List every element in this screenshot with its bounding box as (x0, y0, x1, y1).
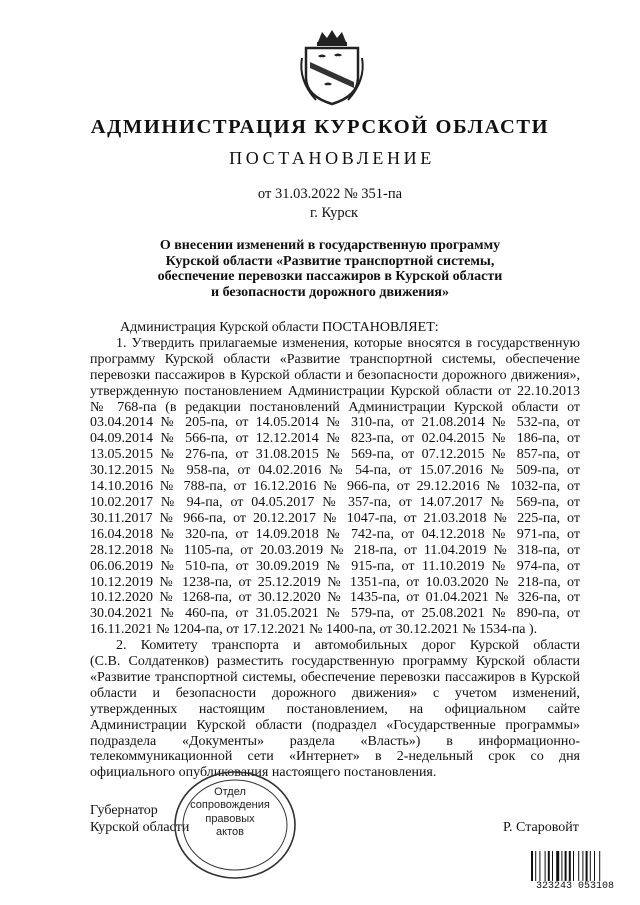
barcode-bar (545, 851, 546, 881)
barcode-icon (531, 851, 619, 881)
barcode-bar (556, 851, 559, 881)
title-line: обеспечение перевозки пассажиров в Курской области (157, 269, 503, 285)
paragraph1-line: 14.10.2016 № 788-па, от 16.12.2016 № 966-па, от 29.12.2016 № 1032-па, от (90, 479, 580, 495)
paragraph1-line: 03.04.2014 № 205-па, от 14.05.2014 № 310-па, от 21.08.2014 № 532-па, от (90, 415, 580, 431)
paragraph1-line: 13.05.2015 № 276-па, от 31.08.2015 № 569-па, от 07.12.2015 № 857-па, от (90, 447, 580, 463)
paragraph1-line: 30.12.2015 № 958-па, от 04.02.2016 № 54-па, от 15.07.2016 № 509-па, от (90, 463, 580, 479)
paragraph1-line: № 768-па (в редакции постановлений Администрации Курской области от (90, 399, 580, 415)
administration-heading: АДМИНИСТРАЦИЯ КУРСКОЙ ОБЛАСТИ (90, 116, 550, 138)
barcode-bar (578, 851, 579, 881)
signer-position-line: Губернатор (90, 803, 158, 818)
document-type: ПОСТАНОВЛЕНИЕ (229, 148, 435, 168)
paragraph1-line: 10.12.2020 № 1268-па, от 30.12.2020 № 1435-па, от 01.04.2021 № 326-па, от (90, 590, 580, 606)
barcode-number: 323243 053108 (535, 881, 614, 892)
title-line: О внесении изменений в государственную программу (159, 238, 501, 253)
stamp-line: актов (216, 826, 244, 839)
paragraph1-line: 10.02.2017 № 94-па, от 04.05.2017 № 357-па, от 14.07.2017 № 569-па, от (90, 494, 580, 510)
paragraph2-line: «Развитие транспортной системы, обеспечение перевозки пассажиров в Курской (90, 669, 580, 685)
paragraph2-line: 2. Комитету транспорта и автомобильных дорог Курской области (116, 638, 580, 654)
paragraph2-line: Администрации Курской области (подраздел «Государственные программы» (90, 717, 580, 733)
barcode-bar (573, 851, 574, 881)
decree-body (90, 320, 580, 781)
paragraph1-line: 30.04.2021 № 460-па, от 31.05.2021 № 579-па, от 25.08.2021 № 890-па, от (90, 606, 580, 622)
paragraph2-line: утвержденных настоящим постановлением, на официальном сайте (90, 701, 580, 717)
paragraph1-line: перевозки пассажиров в Курской области и безопасности дорожного движения», (90, 367, 580, 383)
barcode-bar (569, 851, 571, 881)
paragraph2-line: (С.В. Солдатенков) разместить государственную программу Курской области (90, 654, 580, 670)
date-and-number: от 31.03.2022 № 351-па (257, 186, 403, 202)
paragraph1-line: 28.12.2018 № 1105-па, от 20.03.2019 № 218-па, от 11.04.2019 № 318-па, от (90, 542, 580, 558)
paragraph1-line: программу Курской области «Развитие транспортной системы, обеспечение (90, 351, 580, 367)
signer-name: Р. Старовойт (503, 820, 579, 835)
barcode-bar (531, 851, 533, 881)
barcode-bar (539, 851, 540, 881)
stamp-line: правовых (205, 812, 255, 825)
paragraph1-line: 16.04.2018 № 320-па, от 14.09.2018 № 742-па, от 04.12.2018 № 971-па, от (90, 526, 580, 542)
paragraph1-line: 1. Утвердить прилагаемые изменения, которые вносятся в государственную (116, 335, 580, 351)
title-line: Курской области «Развитие транспортной системы, (165, 253, 495, 269)
barcode-bar (552, 851, 553, 881)
barcode-bar (535, 851, 536, 881)
paragraph1-line: 30.11.2017 № 966-па, от 20.12.2017 № 1047-па, от 21.03.2018 № 225-па, от (90, 510, 580, 526)
paragraph1-line: 04.09.2014 № 566-па, от 12.12.2014 № 823-па, от 02.04.2015 № 186-па, от (90, 431, 580, 447)
stamp-line: сопровождения (190, 799, 270, 812)
intro-line: Администрация Курской области ПОСТАНОВЛЯЕТ: (120, 320, 439, 335)
city: г. Курск (309, 205, 359, 221)
paragraph2-line: телекоммуникационной сети «Интернет» в 2-недельный срок со дня (90, 749, 580, 765)
barcode-bar (565, 851, 567, 881)
barcode-bar (548, 851, 550, 881)
barcode-bar (594, 851, 595, 881)
paragraph1-line: 16.11.2021 № 1204-па, от 17.12.2021 № 1400-па, от 30.12.2021 № 1534-па ). (90, 622, 538, 638)
barcode-bar (599, 851, 600, 881)
paragraph2-line: официального опубликования настоящего постановления. (90, 765, 437, 781)
signer-position-line: Курской области (90, 820, 190, 835)
decree-title (120, 238, 540, 300)
stamp-line: Отдел (214, 786, 246, 798)
barcode-bar (586, 851, 588, 881)
barcode-bar (561, 851, 562, 881)
paragraph1-line: 06.06.2019 № 510-па, от 30.09.2019 № 915-па, от 11.10.2019 № 974-па, от (90, 558, 580, 574)
paragraph2-line: подраздела «Документы» раздела «Власть») в информационно- (90, 733, 580, 749)
barcode-bar (582, 851, 583, 881)
paragraph1-line: утвержденную постановлением Администрации Курской области от 22.10.2013 (90, 383, 580, 399)
kursk-coat-of-arms-icon (296, 28, 368, 106)
paragraph2-line: области и безопасности дорожного движения» с учетом изменений, (90, 685, 580, 701)
title-line: и безопасности дорожного движения» (211, 284, 449, 300)
barcode-bar (590, 851, 591, 881)
stamp-text (170, 786, 290, 840)
paragraph1-line: 10.12.2019 № 1238-па, от 25.12.2019 № 1351-па, от 10.03.2020 № 218-па, от (90, 574, 580, 590)
